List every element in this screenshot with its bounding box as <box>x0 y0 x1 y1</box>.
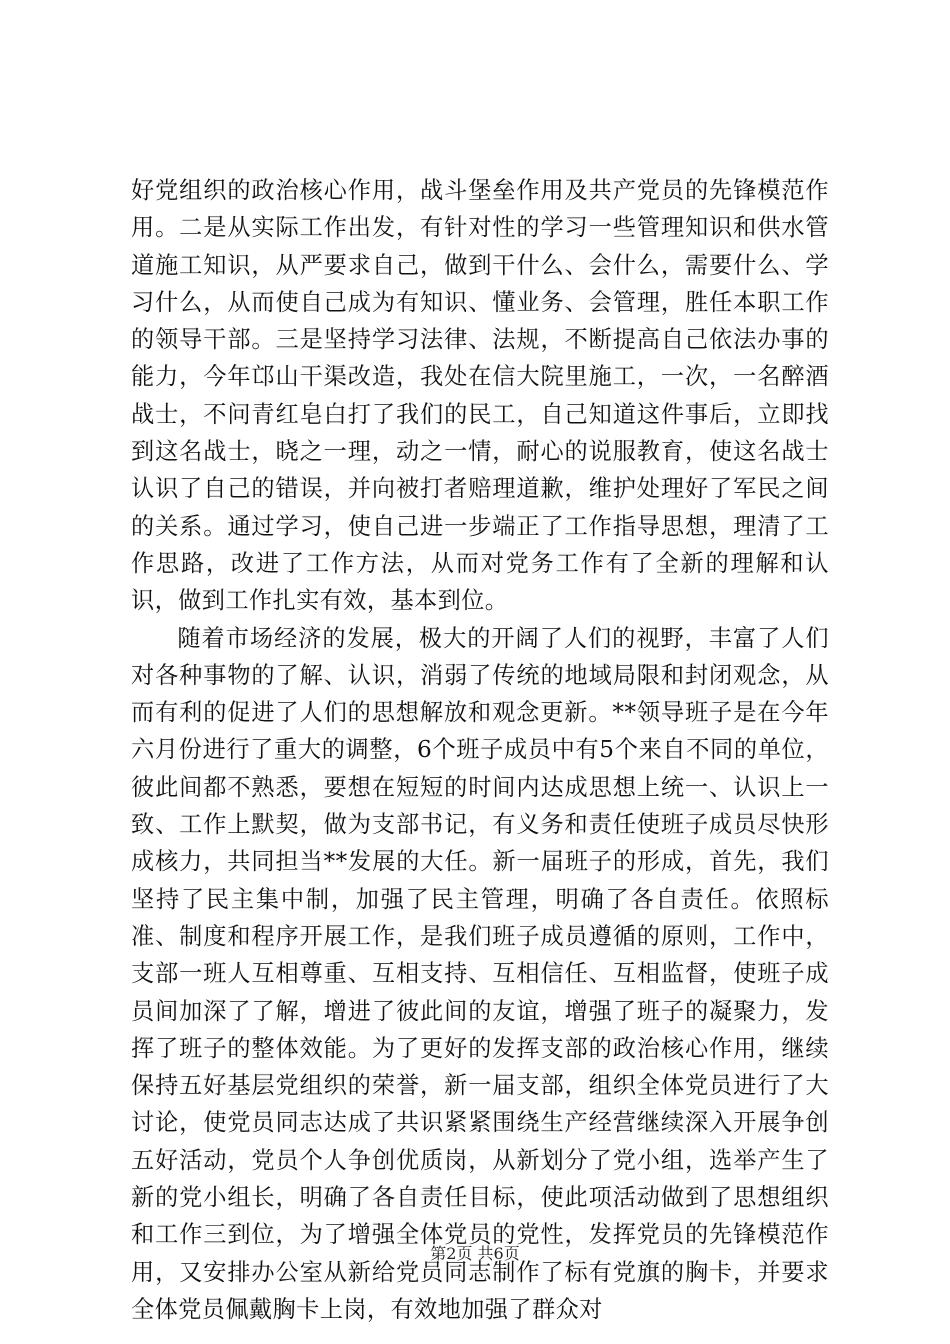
paragraph-continued: 好党组织的政治核心作用，战斗堡垒作用及共产党员的先锋模范作用。二是从实际工作出发，有针对性的学习一些管理知识和供水管道施工知识，从严要求自己，做到干什么、会什么，需要什么、学习什么，从而使自己成为有知识、懂业务、会管理，胜任本职工作的领导干部。三是坚持学习法律、法规，不断提高自己依法办事的能力，今年邙山干渠改造，我处在信大院里施工，一次，一名醉酒战士，不问青红皂白打了我们的民工，自己知道这件事后，立即找到这名战士，晓之一理，动之一情，耐心的说服教育，使这名战士认识了自己的错误，并向被打者赔理道歉，维护处理好了军民之间的关系。通过学习，使自己进一步端正了工作指导思想，理清了工作思路，改进了工作方法，从而对党务工作有了全新的理解和认识，做到工作扎实有效，基本到位。 <box>131 177 829 615</box>
document-body <box>131 172 829 1328</box>
page-footer: 第2页 共6页 <box>430 1244 520 1263</box>
paragraph-market-economy: 随着市场经济的发展，极大的开阔了人们的视野，丰富了人们对各种事物的了解、认识，消弱了传统的地域局限和封闭观念，从而有利的促进了人们的思想解放和观念更新。**领导班子是在今年六月份进行了重大的调整，6个班子成员中有5个来自不同的单位，彼此间都不熟悉，要想在短短的时间内达成思想上统一、认识上一致、工作上默契，做为支部书记，有义务和责任使班子成员尽快形成核力，共同担当**发展的大任。新一届班子的形成，首先，我们坚持了民主集中制，加强了民主管理，明确了各自责任。依照标准、制度和程序开展工作，是我们班子成员遵循的原则，工作中，支部一班人互相尊重、互相支持、互相信任、互相监督，使班子成员间加深了了解，增进了彼此间的友谊，增强了班子的凝聚力，发挥了班子的整体效能。为了更好的发挥支部的政治核心作用，继续保持五好基层党组织的荣誉，新一届支部，组织全体党员进行了大讨论，使党员同志达成了共识紧紧围绕生产经营继续深入开展争创五好活动，党员个人争创优质岗，从新划分了党小组，选举产生了新的党小组长，明确了各自责任目标，使此项活动做到了思想组织和工作三到位，为了增强全体党员的党性，发挥党员的先锋模范作用，又安排办公室从新给党员同志制作了标有党旗的胸卡，并要求全体党员佩戴胸卡上岗，有效地加强了群众对 <box>131 624 829 1323</box>
